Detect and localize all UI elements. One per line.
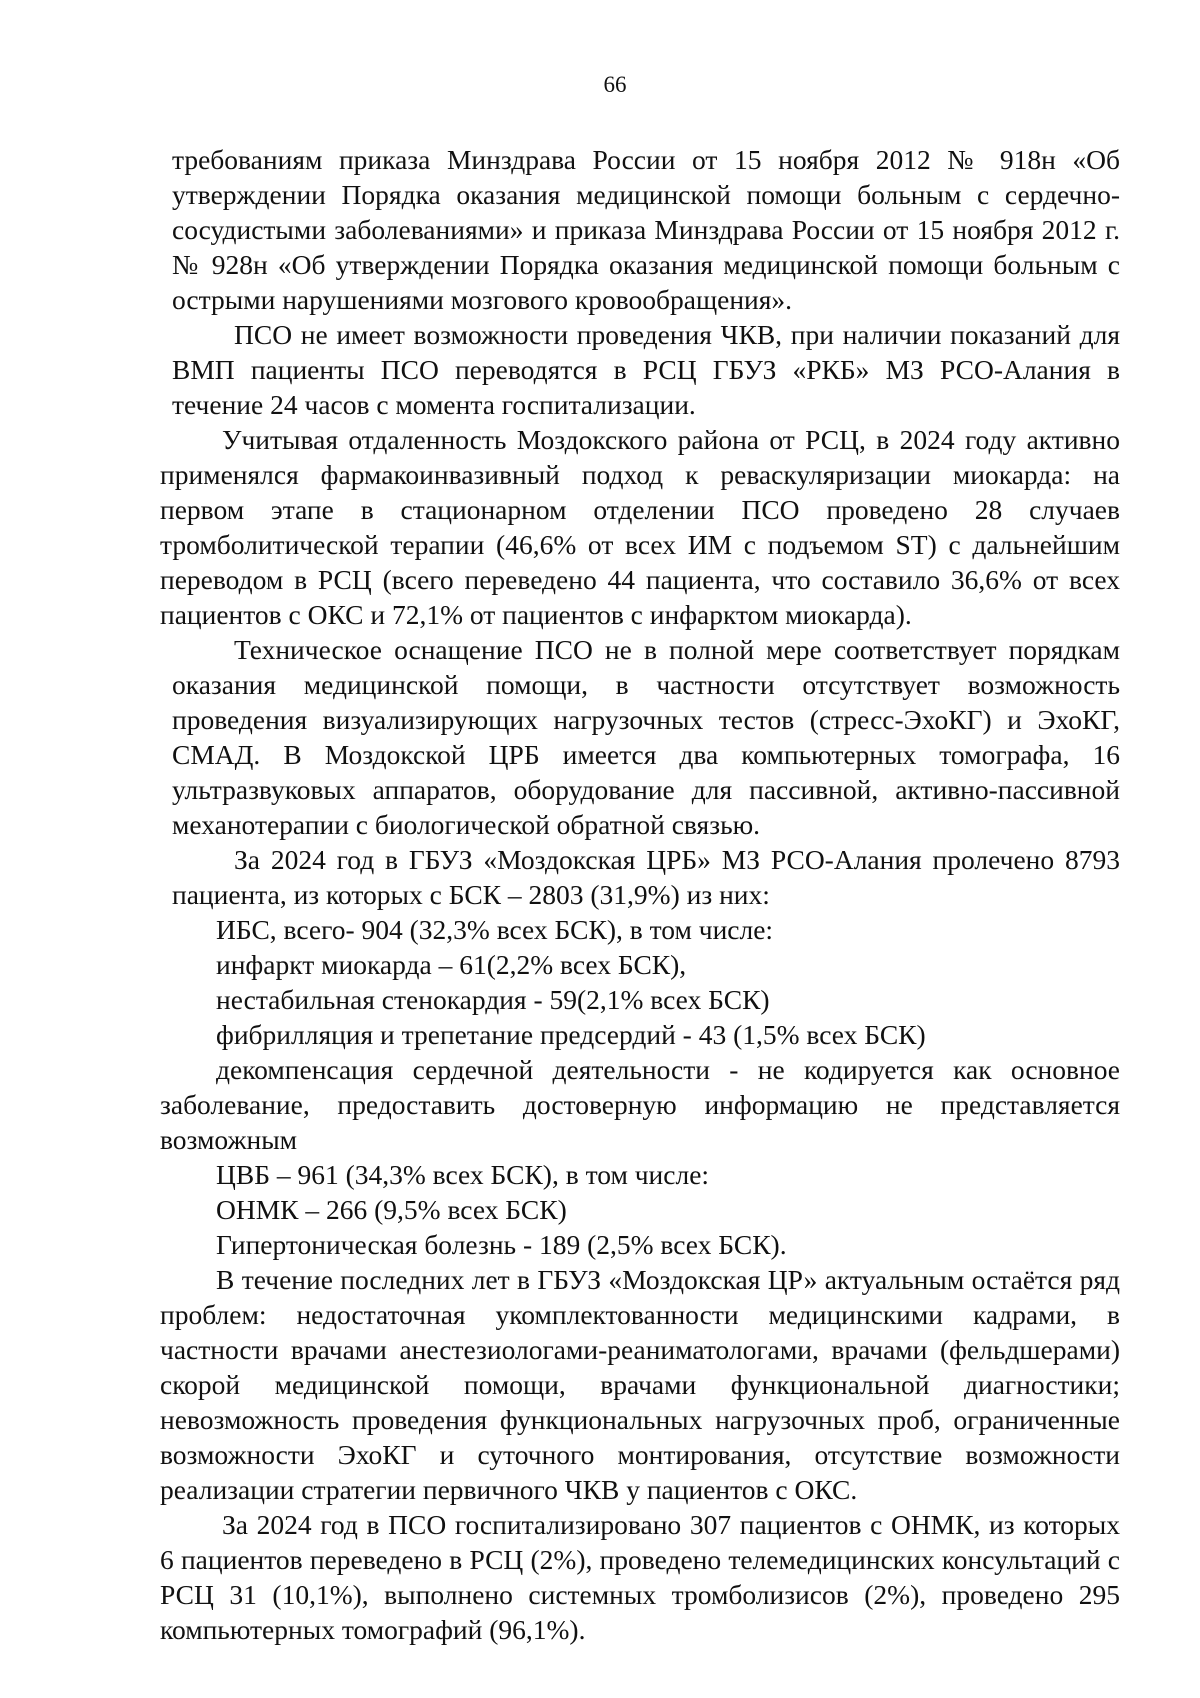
paragraph-treated-patients: За 2024 год в ГБУЗ «Моздокская ЦРБ» МЗ РСО-Алания пролечено 8793 пациента, из которых с БСК – 2803 (31,9%) из них:: [172, 844, 1120, 910]
paragraph-pharmacoinvasive: Учитывая отдаленность Моздокского района от РСЦ, в 2024 году активно применялся фармакоинвазивный подход к реваскуляризации миокарда: на первом этапе в стационарном отделении ПСО проведено 28 случаев тромболитической терапии (46,6% от всех ИМ с подъемом ST) с дальнейшим переводом в РСЦ (всего переведено 44 пациента, что составило 36,6% от всех пациентов с ОКС и 72,1% от пациентов с инфарктом миокарда).: [160, 424, 1120, 630]
list-cvb: [172, 1157, 1120, 1262]
document-body: [160, 142, 1120, 1647]
list-item: нестабильная стенокардия - 59(2,1% всех БСК): [216, 984, 770, 1015]
paragraph-problems: В течение последних лет в ГБУЗ «Моздокская ЦР» актуальным остаётся ряд проблем: недостаточная укомплектованности медицинскими кадрами, в частности врачами анестезиологами-реаниматологами, врачами (фельдшерами) скорой медицинской помощи, врачами функциональной диагностики; невозможность проведения функциональных нагрузочных проб, ограниченные возможности ЭхоКГ и суточного монтирования, отсутствие возможности реализации стратегии первичного ЧКВ у пациентов с ОКС.: [160, 1264, 1120, 1505]
paragraph-order-requirements: требованиям приказа Минздрава России от 15 ноября 2012 № 918н «Об утверждении Порядка оказания медицинской помощи больным с сердечно-сосудистыми заболеваниями» и приказа Минздрава России от 15 ноября 2012 г. № 928н «Об утверждении Порядка оказания медицинской помощи больным с острыми нарушениями мозгового кровообращения».: [172, 144, 1120, 315]
list-item: ОНМК – 266 (9,5% всех БСК): [216, 1194, 567, 1225]
list-item: Гипертоническая болезнь - 189 (2,5% всех БСК).: [216, 1229, 787, 1260]
paragraph-pso-transfer: ПСО не имеет возможности проведения ЧКВ, при наличии показаний для ВМП пациенты ПСО переводятся в РСЦ ГБУЗ «РКБ» МЗ РСО-Алания в течение 24 часов с момента госпитализации.: [172, 319, 1120, 420]
list-item: инфаркт миокарда – 61(2,2% всех БСК),: [216, 949, 687, 980]
paragraph-decompensation: декомпенсация сердечной деятельности - не кодируется как основное заболевание, предоставить достоверную информацию не представляется возможным: [160, 1054, 1120, 1155]
paragraph-equipment: Техническое оснащение ПСО не в полной мере соответствует порядкам оказания медицинской помощи, в частности отсутствует возможность проведения визуализирующих нагрузочных тестов (стресс-ЭхоКГ) и ЭхоКГ, СМАД. В Моздокской ЦРБ имеется два компьютерных томографа, 16 ультразвуковых аппаратов, оборудование для пассивной, активно-пассивной механотерапии с биологической обратной связью.: [172, 634, 1120, 840]
list-item: ИБС, всего- 904 (32,3% всех БСК), в том числе:: [216, 914, 774, 945]
paragraph-onmk: За 2024 год в ПСО госпитализировано 307 пациентов с ОНМК, из которых 6 пациентов переведено в РСЦ (2%), проведено телемедицинских консультаций с РСЦ 31 (10,1%), выполнено системных тромболизисов (2%), проведено 295 компьютерных томографий (96,1%).: [160, 1509, 1120, 1645]
list-item: ЦВБ – 961 (34,3% всех БСК), в том числе:: [216, 1159, 710, 1190]
page-number: 66: [603, 72, 627, 97]
list-ibs: [172, 912, 1120, 1052]
list-item: фибрилляция и трепетание предсердий - 43 (1,5% всех БСК): [216, 1019, 926, 1050]
